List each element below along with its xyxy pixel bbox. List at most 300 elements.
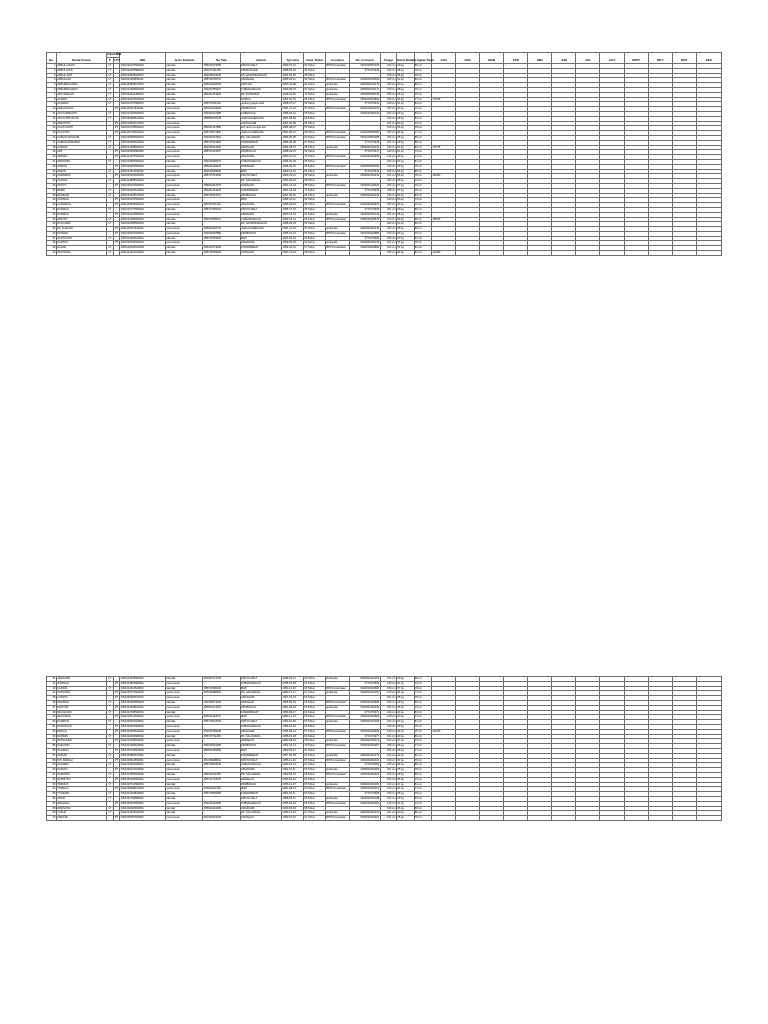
cell-no: 13 — [47, 121, 57, 126]
cell-tb: 150 cm — [380, 787, 396, 792]
cell-alamat: DS. ARJAWINANGUN — [240, 73, 282, 78]
cell-jk: laki-laki — [166, 68, 203, 73]
cell-asur: BPJS Kesehatan — [325, 155, 349, 160]
cell-nama: ACHMAD — [56, 102, 106, 107]
cell-tgl: 1955-11-19 — [282, 758, 304, 763]
cell-umur: 64 Tahun — [304, 83, 326, 88]
cell-nama: HASAN — [56, 246, 106, 251]
cell-umur: 58 Tahun — [304, 183, 326, 188]
cell-no: 49 — [47, 715, 57, 720]
cell-asur: BPJS Kesehatan — [325, 744, 349, 749]
cell-bb: 53 kg — [397, 164, 415, 169]
cell-umur: 61 Tahun — [304, 64, 326, 69]
cell-telp: 085747711060 — [203, 734, 240, 739]
cell-tgl: 1956-12-07 — [282, 782, 304, 787]
cell-no: 6 — [47, 87, 57, 92]
cell-nama: AFRIATUN — [56, 121, 106, 126]
cell-alamat: SAWAHAN — [240, 700, 282, 705]
cell-no: 53 — [47, 734, 57, 739]
cell-nama: AHMADI — [56, 145, 106, 150]
cell-no: 1 — [47, 64, 57, 69]
cell-p: LT — [108, 193, 112, 197]
cell-jan: 170/75 — [432, 145, 456, 150]
cell-umur: 64 Tahun — [304, 121, 326, 126]
cell-tgl: 1956-09-23 — [282, 203, 304, 208]
cell-nama: MARYAM — [56, 705, 106, 710]
cell-noas: 0002062164168 — [349, 720, 380, 725]
cell-nama: HARTINI — [56, 241, 106, 246]
cell-telp: 081542177010 — [203, 677, 240, 682]
cell-telp: 085747690040 — [203, 686, 240, 691]
cell-nama: RASIMIN — [56, 734, 106, 739]
cell-lpt: PT — [114, 724, 119, 728]
cell-lp: 85 cm — [414, 135, 432, 140]
cell-lpt: PT — [114, 816, 119, 820]
cell-bb: 61 kg — [397, 102, 415, 107]
cell-jk: laki-laki — [166, 92, 203, 97]
cell-tb: 148 cm — [380, 715, 396, 720]
cell-alamat: DS. SALAWANG — [240, 734, 282, 739]
cell-alamat: keb ranpu sungai asri — [240, 126, 282, 131]
cell-jk: perempuan — [166, 227, 203, 232]
cell-tb: 149 cm — [380, 198, 396, 203]
cell-umur: 66 Tahun — [304, 758, 326, 763]
cell-p: LT — [108, 720, 112, 724]
cell-nik: 3301044208630001 — [120, 739, 166, 744]
cell-lp: 77 cm — [414, 97, 432, 102]
cell-lp: 77 cm — [414, 744, 432, 749]
cell-nama: AMINAH — [56, 155, 106, 160]
cell-umur: 66 Tahun — [304, 78, 326, 83]
cell-jk: laki-laki — [166, 78, 203, 83]
cell-p: LT — [108, 188, 112, 192]
cell-lpt: PT — [114, 198, 119, 202]
cell-lpt: PT — [114, 155, 119, 159]
cell-lp: 83 cm — [414, 710, 432, 715]
cell-nama: ACHADI — [56, 97, 106, 102]
cell-lpt: PT — [114, 696, 119, 700]
cell-lp: 76 cm — [414, 758, 432, 763]
cell-alamat: KROBOKAN — [240, 193, 282, 198]
cell-nik: 3301042404600001 — [120, 763, 166, 768]
cell-tb: 150 cm — [380, 107, 396, 112]
cell-alamat: DS. SALAWANG — [240, 691, 282, 696]
cell-no: 20 — [47, 155, 57, 160]
cell-nama: AHMAD NURHIDIN — [56, 140, 106, 145]
cell-jan: 130/80 — [432, 251, 456, 256]
cell-nama: HADIYANTO — [56, 236, 106, 241]
cell-jk: laki-laki — [166, 734, 203, 739]
cell-jk: laki-laki — [166, 111, 203, 116]
cell-telp: 085866000068 — [203, 116, 240, 121]
cell-tb: 152 cm — [380, 227, 396, 232]
cell-nik: 3301040305550004 — [120, 700, 166, 705]
cell-nik: 3301042508580001 — [120, 222, 166, 227]
cell-no: 8 — [47, 97, 57, 102]
col-header-nov: NOV — [672, 53, 696, 64]
cell-noas: 0772179488 — [349, 792, 380, 797]
cell-bb: 66 kg — [397, 169, 415, 174]
cell-feb — [456, 251, 480, 256]
cell-p: LT — [108, 83, 112, 87]
cell-tgl: 1962-04-05 — [282, 73, 304, 78]
cell-umur: 68 Tahun — [304, 97, 326, 102]
cell-lp: 83 cm — [414, 796, 432, 801]
cell-jk: perempuan — [166, 121, 203, 126]
cell-bb: 55 kg — [397, 696, 415, 701]
cell-umur: 60 Tahun — [304, 705, 326, 710]
cell-bb: 60 kg — [397, 64, 415, 69]
cell-alamat: SOSKAI — [240, 97, 282, 102]
col-header-agt: AGT — [600, 53, 624, 64]
cell-p: LT — [108, 796, 112, 800]
cell-bb: 61 kg — [397, 246, 415, 251]
cell-alamat: SAWAHAN — [240, 212, 282, 217]
cell-tgl: 1957-02-23 — [282, 696, 304, 701]
cell-bb: 61 kg — [397, 720, 415, 725]
cell-lp: 82 cm — [414, 145, 432, 150]
cell-bb: 60 kg — [397, 811, 415, 816]
cell-tb: 165 cm — [380, 763, 396, 768]
cell-lp: 74 cm — [414, 121, 432, 126]
cell-nik: 3301045611640001 — [120, 107, 166, 112]
cell-tb: 165 cm — [380, 78, 396, 83]
cell-no: 29 — [47, 198, 57, 203]
cell-alamat: KUBANGKECAH — [240, 159, 282, 164]
cell-telp: 081326312060 — [203, 145, 240, 150]
cell-umur: 58 Tahun — [304, 806, 326, 811]
cell-umur: 65 Tahun — [304, 159, 326, 164]
cell-p: LT — [108, 763, 112, 767]
cell-noas: 0772179441 — [349, 102, 380, 107]
cell-asur: BPJS Kesehatan — [325, 715, 349, 720]
cell-lp: 80 cm — [414, 227, 432, 232]
cell-no: 15 — [47, 131, 57, 136]
cell-alamat: SAWAHAN — [240, 183, 282, 188]
cell-tb: 160 cm — [380, 64, 396, 69]
cell-telp: 082221511050 — [203, 772, 240, 777]
cell-telp: 085602399050 — [203, 748, 240, 753]
cell-lp: 80 cm — [414, 64, 432, 69]
cell-jk: perempuan — [166, 715, 203, 720]
cell-noas: 0772179482 — [349, 763, 380, 768]
cell-asur: jamkesda — [325, 720, 349, 725]
cell-nama: SUPRIYATI — [56, 777, 106, 782]
cell-nik: 3301042104560001 — [120, 677, 166, 682]
cell-alamat: KROBOKAN — [240, 150, 282, 155]
cell-nik: 3301045707600002 — [120, 691, 166, 696]
cell-tgl: 1959-08-17 — [282, 710, 304, 715]
cell-nama: KARSIM — [56, 686, 106, 691]
cell-nama: PAINAH — [56, 729, 106, 734]
cell-lp: 78 cm — [414, 768, 432, 773]
cell-tb: 151 cm — [380, 768, 396, 773]
cell-no: 61 — [47, 772, 57, 777]
cell-alamat: MIRI — [240, 748, 282, 753]
cell-nik: 3301046006590001 — [120, 241, 166, 246]
cell-nik: 3301045001550001 — [120, 231, 166, 236]
cell-nama: AGUSTINI — [56, 131, 106, 136]
cell-noas: 0002033494915 — [349, 772, 380, 777]
cell-p: LT — [108, 135, 112, 139]
cell-umur: 65 Tahun — [304, 782, 326, 787]
cell-jk: laki-laki — [166, 686, 203, 691]
cell-nama: WAGINAH — [56, 801, 106, 806]
cell-nama: LASMINI — [56, 696, 106, 701]
cell-p: LT — [108, 116, 112, 120]
cell-tgl: 1957-04-05 — [282, 121, 304, 126]
cell-nama: AGUS SANTI — [56, 126, 106, 131]
cell-umur: 63 Tahun — [304, 150, 326, 155]
cell-noas: 0002062164160 — [349, 691, 380, 696]
cell-p: LT — [108, 744, 112, 748]
cell-noas: 0002033494820 — [349, 97, 380, 102]
cell-asur: BPJS Kesehatan — [325, 183, 349, 188]
col-header-nik: NIK — [120, 53, 166, 64]
cell-no: 40 — [47, 251, 57, 256]
cell-umur: 65 Tahun — [304, 111, 326, 116]
cell-bb: 67 kg — [397, 236, 415, 241]
cell-bb: 56 kg — [397, 744, 415, 749]
cell-tb: 150 cm — [380, 758, 396, 763]
cell-no: 54 — [47, 739, 57, 744]
cell-p: LT — [108, 251, 112, 255]
cell-bb: 56 kg — [397, 705, 415, 710]
cell-nama: JUMINAH — [56, 681, 106, 686]
cell-lpt — [113, 251, 120, 256]
cell-nik: 3301044409610001 — [120, 705, 166, 710]
cell-tgl: 1954-08-09 — [282, 140, 304, 145]
cell-lpt: PT — [114, 150, 119, 154]
cell-nik: 3301045502580002 — [120, 150, 166, 155]
cell-tgl: 1959-01-11 — [282, 198, 304, 203]
cell-alamat: DS. SALAWANG — [240, 772, 282, 777]
cell-alamat: JAEN HUSEINANG — [240, 116, 282, 121]
cell-nik: 3301044412600001 — [120, 212, 166, 217]
cell-nik: 3301045101590002 — [120, 198, 166, 203]
cell-lp: 78 cm — [414, 696, 432, 701]
cell-lp: 77 cm — [414, 691, 432, 696]
cell-asur: jamkesda — [325, 145, 349, 150]
cell-lpt: PT — [114, 801, 119, 805]
cell-nama: NURHAYATI — [56, 724, 106, 729]
cell-nik: 3301044708640001 — [120, 126, 166, 131]
col-header-tgl: Tgl Lahir — [282, 53, 304, 64]
cell-asur: BPJS Kesehatan — [325, 217, 349, 222]
cell-telp: 085727621430 — [203, 174, 240, 179]
cell-bb: 60 kg — [397, 207, 415, 212]
cell-alamat: SAWAHAN — [240, 777, 282, 782]
cell-umur: 63 Tahun — [304, 681, 326, 686]
cell-telp: 081326245880 — [203, 231, 240, 236]
cell-nik: 3301040304510001 — [120, 188, 166, 193]
cell-nama: ABU TAMHAN — [56, 92, 106, 97]
cell-no: 39 — [47, 246, 57, 251]
cell-tb: 164 cm — [380, 193, 396, 198]
cell-asur: BPJS Kesehatan — [325, 64, 349, 69]
cell-lpt: PT — [114, 107, 119, 111]
cell-feb — [456, 816, 480, 821]
cell-nik: 3301042806560001 — [120, 159, 166, 164]
cell-sep — [624, 816, 648, 821]
cell-umur: 61 Tahun — [304, 748, 326, 753]
cell-asur: BPJS Kesehatan — [325, 686, 349, 691]
cell-tb: 161 cm — [380, 207, 396, 212]
cell-bb: 62 kg — [397, 145, 415, 150]
cell-p: LT — [108, 68, 112, 72]
col-header-apr: APR — [504, 53, 528, 64]
cell-tb: 163 cm — [380, 145, 396, 150]
cell-lpt: PT — [114, 227, 119, 231]
cell-nama: SUMIATI — [56, 768, 106, 773]
cell-tb: 162 cm — [380, 782, 396, 787]
cell-mar — [480, 816, 504, 821]
cell-tgl: 1961-08-15 — [282, 787, 304, 792]
cell-tgl: 1958-05-04 — [282, 68, 304, 73]
cell-nama: AHMAD MASHURI — [56, 135, 106, 140]
col-header-asur: Asuransi — [325, 53, 349, 64]
cell-bb: 52 kg — [397, 729, 415, 734]
cell-nama: TASMIAH — [56, 787, 106, 792]
cell-alamat: MIRI — [240, 236, 282, 241]
cell-tgl: 1964-08-07 — [282, 126, 304, 131]
cell-bb: 54 kg — [397, 131, 415, 136]
cell-nik: 3301040505590001 — [120, 135, 166, 140]
cell-tgl: 1960-07-17 — [282, 691, 304, 696]
cell-tb: 162 cm — [380, 111, 396, 116]
cell-lp: 77 cm — [414, 212, 432, 217]
col-header-lp: Lingkar Perut — [414, 53, 432, 64]
cell-telp: 082225320066 — [203, 83, 240, 88]
cell-jk: perempuan — [166, 768, 203, 773]
cell-umur: 63 Tahun — [304, 222, 326, 227]
cell-noas: 0002062164150 — [349, 241, 380, 246]
col-header-jun: JUN — [552, 53, 576, 64]
cell-noas: 0002033494858 — [349, 155, 380, 160]
cell-noas: 0002062164176 — [349, 753, 380, 758]
col-header-bb: Berat Badan — [397, 53, 415, 64]
cell-asur: jamkesda — [325, 811, 349, 816]
cell-nik: 3301041508630001 — [120, 145, 166, 150]
cell-tgl: 1960-07-10 — [282, 816, 304, 821]
cell-nik: 3301040802570001 — [120, 83, 166, 88]
cell-jk: perempuan — [166, 212, 203, 217]
cell-nik: 3301045909550001 — [120, 164, 166, 169]
cell-telp: 085747621007 — [203, 150, 240, 155]
cell-tb: 166 cm — [380, 806, 396, 811]
cell-nik: 3301040601620001 — [120, 720, 166, 725]
sheet-page-1 — [46, 52, 722, 256]
cell-alamat: DS. SALAWANG — [240, 811, 282, 816]
cell-asur: BPJS Kesehatan — [325, 787, 349, 792]
cell-noas: 0002062164146 — [349, 227, 380, 232]
cell-no: 59 — [47, 763, 57, 768]
cell-tb: 165 cm — [380, 251, 396, 256]
cell-jk: laki-laki — [166, 159, 203, 164]
cell-bb: 60 kg — [397, 83, 415, 88]
cell-jk: laki-laki — [166, 169, 203, 174]
cell-p: LT — [108, 710, 112, 714]
cell-nama: KASTINAH — [56, 691, 106, 696]
cell-umur: 61 Tahun — [304, 691, 326, 696]
cell-noas: 0002019504150 — [349, 107, 380, 112]
cell-no: 68 — [47, 806, 57, 811]
cell-alamat: JAEN HUSEINANG — [240, 227, 282, 232]
cell-umur: 58 Tahun — [304, 145, 326, 150]
cell-bb: 61 kg — [397, 782, 415, 787]
cell-lp: 80 cm — [414, 83, 432, 88]
cell-umur: 65 Tahun — [304, 724, 326, 729]
cell-tb: 151 cm — [380, 174, 396, 179]
cell-asur: jamkesda — [325, 87, 349, 92]
cell-umur: 68 Tahun — [304, 715, 326, 720]
cell-umur: 64 Tahun — [304, 193, 326, 198]
cell-nik: 3301044504570001 — [120, 121, 166, 126]
cell-agt — [600, 251, 624, 256]
cell-bb: 62 kg — [397, 753, 415, 758]
cell-tgl: 1962-03-12 — [282, 174, 304, 179]
cell-umur: 59 Tahun — [304, 768, 326, 773]
cell-tgl: 1957-02-08 — [282, 83, 304, 88]
cell-noas: 0002062164184 — [349, 782, 380, 787]
cell-no: 18 — [47, 145, 57, 150]
cell-no: 19 — [47, 150, 57, 155]
cell-asur: jamkesda — [325, 691, 349, 696]
cell-nik: 3301045511640002 — [120, 227, 166, 232]
cell-lp: 84 cm — [414, 251, 432, 256]
cell-lp: 75 cm — [414, 203, 432, 208]
cell-tgl: 1963-08-15 — [282, 145, 304, 150]
cell-no: 69 — [47, 811, 57, 816]
cell-umur: 59 Tahun — [304, 131, 326, 136]
cell-asur: jamkesda — [325, 193, 349, 198]
cell-noas: 0002062164164 — [349, 705, 380, 710]
cell-jk: laki-laki — [166, 64, 203, 69]
cell-alamat: KROYA WALT — [240, 720, 282, 725]
cell-nov — [672, 816, 696, 821]
cell-telp: 085727611040 — [203, 102, 240, 107]
cell-p: LT — [108, 792, 112, 796]
cell-alamat: MIRI — [240, 715, 282, 720]
cell-umur: 65 Tahun — [304, 203, 326, 208]
cell-jk: laki-laki — [166, 246, 203, 251]
cell-lp: 81 cm — [414, 720, 432, 725]
cell-nama: UMAR — [56, 796, 106, 801]
cell-tb: 152 cm — [380, 739, 396, 744]
cell-telp: 082225422090 — [203, 801, 240, 806]
cell-jk: perempuan — [166, 748, 203, 753]
cell-no: 60 — [47, 768, 57, 773]
cell-nik: 3301041011600002 — [120, 169, 166, 174]
cell-alamat: SAWAHAN — [240, 739, 282, 744]
cell-noas — [349, 251, 380, 256]
cell-nik: 3301042709580001 — [120, 796, 166, 801]
cell-asur: jamkesda — [325, 796, 349, 801]
cell-bb: 62 kg — [397, 78, 415, 83]
cell-umur: 58 Tahun — [304, 251, 326, 256]
cell-noas: 0002046184010 — [349, 111, 380, 116]
cell-tb: 161 cm — [380, 677, 396, 682]
cell-noas: 0002052234171 — [349, 87, 380, 92]
cell-umur: 67 Tahun — [304, 140, 326, 145]
cell-bb: 58 kg — [397, 68, 415, 73]
cell-nik: 3301041303510001 — [120, 744, 166, 749]
cell-lpt: PT — [114, 715, 119, 719]
cell-lp: 79 cm — [414, 792, 432, 797]
cell-umur: 60 Tahun — [304, 116, 326, 121]
cell-tgl: 1954-10-19 — [282, 811, 304, 816]
cell-umur: 67 Tahun — [304, 246, 326, 251]
